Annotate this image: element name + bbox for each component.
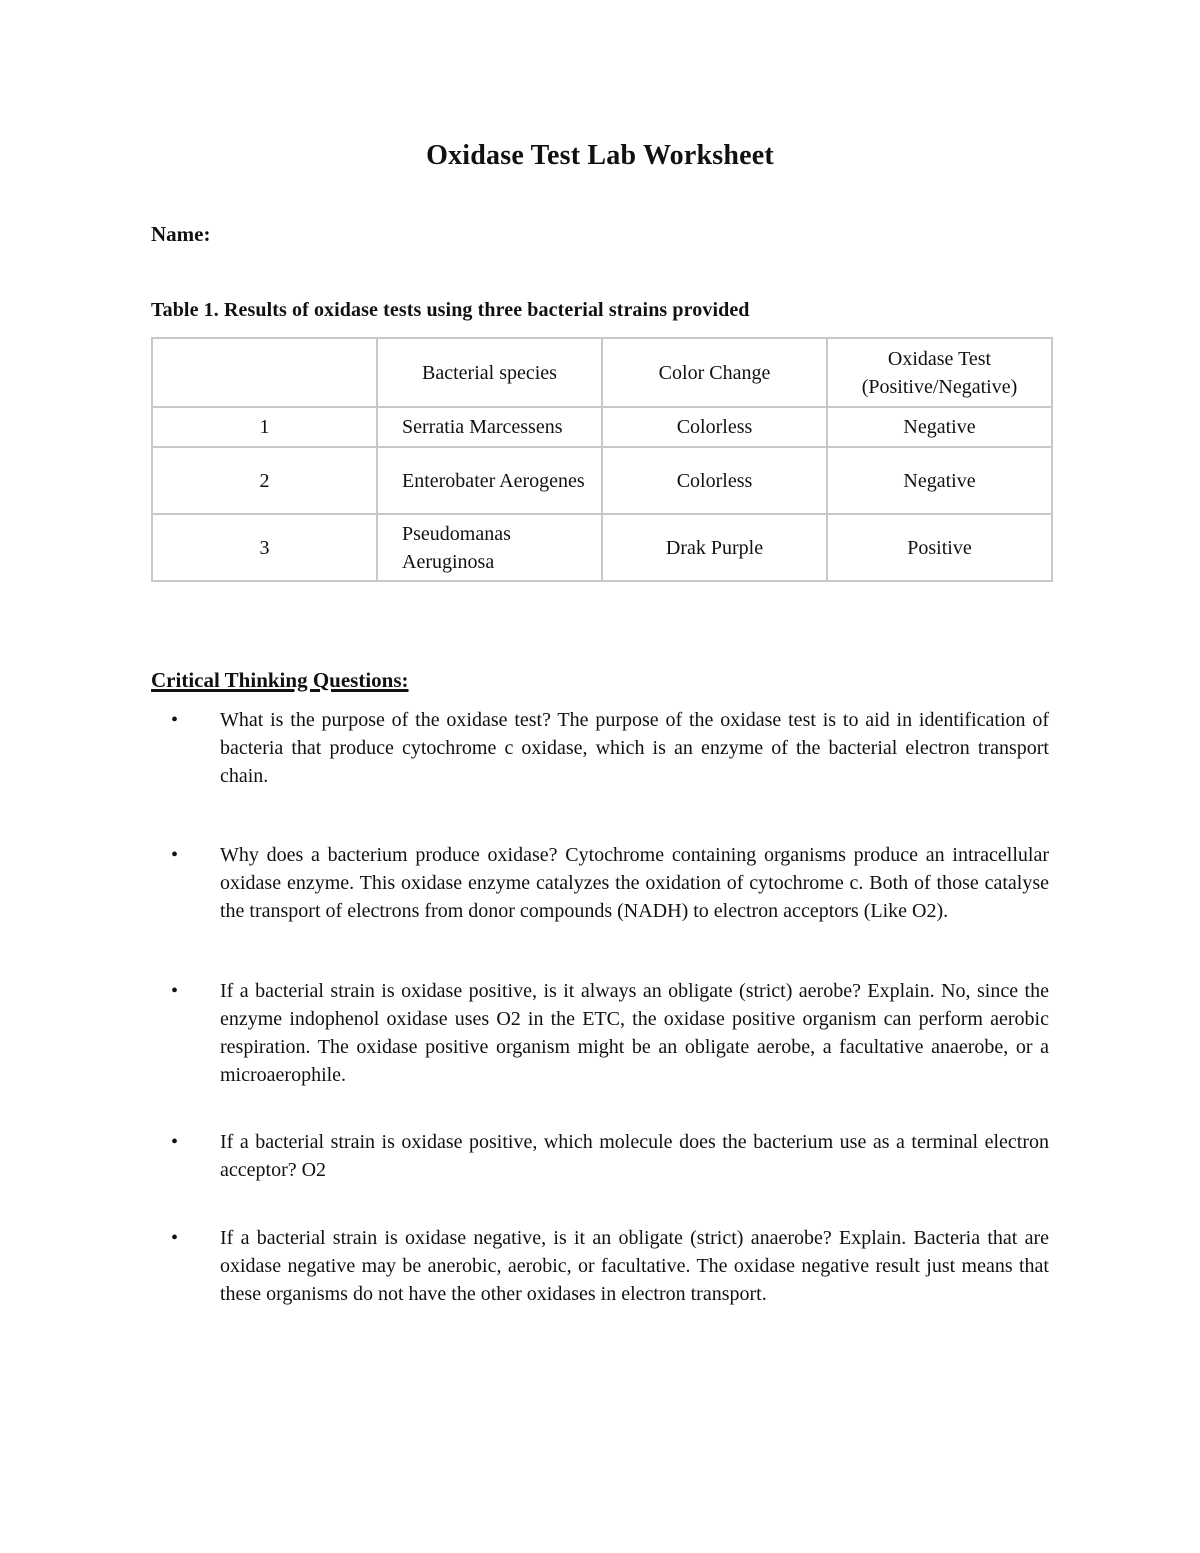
- list-item: [151, 706, 1049, 790]
- header-number: [152, 338, 377, 407]
- row-color-change: Drak Purple: [602, 514, 827, 581]
- row-species: Enterobater Aerogenes: [377, 447, 602, 514]
- list-item: [151, 977, 1049, 1089]
- bullet-icon: •: [171, 844, 179, 866]
- questions-list: [151, 706, 1049, 1308]
- question-text: If a bacterial strain is oxidase positive, is it always an obligate (strict) aerobe? Explain. No, since the enzyme indophenol oxidase uses O2 in the ETC, the oxidase positive organism can perform aerobic respiration. The oxidase positive organism might be an obligate aerobe, a facultative anaerobe, or a microaerophile.: [220, 980, 1049, 1086]
- table-caption: Table 1. Results of oxidase tests using three bacterial strains provided: [151, 299, 750, 321]
- table-row: [152, 407, 1052, 447]
- name-label: Name:: [151, 222, 211, 246]
- row-color-change: Colorless: [602, 407, 827, 447]
- header-color-change: Color Change: [602, 338, 827, 407]
- question-text: If a bacterial strain is oxidase positive, which molecule does the bacterium use as a terminal electron acceptor? O2: [220, 1131, 1049, 1181]
- row-color-change: Colorless: [602, 447, 827, 514]
- critical-thinking-heading: Critical Thinking Questions:: [151, 668, 409, 692]
- bullet-icon: •: [171, 1227, 179, 1249]
- list-item: [151, 841, 1049, 925]
- row-oxidase-result: Negative: [827, 407, 1052, 447]
- row-species: Pseudomanas Aeruginosa: [377, 514, 602, 581]
- row-number: 1: [152, 407, 377, 447]
- bullet-icon: •: [171, 980, 179, 1002]
- list-item: [151, 1128, 1049, 1184]
- bullet-icon: •: [171, 1131, 179, 1153]
- row-oxidase-result: Negative: [827, 447, 1052, 514]
- list-item: [151, 1224, 1049, 1308]
- table-header-row: [152, 338, 1052, 407]
- row-species: Serratia Marcessens: [377, 407, 602, 447]
- table-row: [152, 514, 1052, 581]
- row-number: 2: [152, 447, 377, 514]
- question-text: Why does a bacterium produce oxidase? Cytochrome containing organisms produce an intracellular oxidase enzyme. This oxidase enzyme catalyzes the oxidation of cytochrome c. Both of those catalyse the transport of electrons from donor compounds (NADH) to electron acceptors (Like O2).: [220, 844, 1049, 922]
- row-number: 3: [152, 514, 377, 581]
- results-table: [151, 337, 1053, 582]
- question-text: What is the purpose of the oxidase test? The purpose of the oxidase test is to aid in identification of bacteria that produce cytochrome c oxidase, which is an enzyme of the bacterial electron transport chain.: [220, 709, 1049, 787]
- header-bacterial-species: Bacterial species: [377, 338, 602, 407]
- page-title: Oxidase Test Lab Worksheet: [426, 140, 774, 171]
- row-oxidase-result: Positive: [827, 514, 1052, 581]
- bullet-icon: •: [171, 709, 179, 731]
- header-oxidase-test: Oxidase Test (Positive/Negative): [827, 338, 1052, 407]
- question-text: If a bacterial strain is oxidase negative, is it an obligate (strict) anaerobe? Explain. Bacteria that are oxidase negative may be anerobic, aerobic, or facultative. The oxidase negative result just means that these organisms do not have the other oxidases in electron transport.: [220, 1227, 1049, 1305]
- table-row: [152, 447, 1052, 514]
